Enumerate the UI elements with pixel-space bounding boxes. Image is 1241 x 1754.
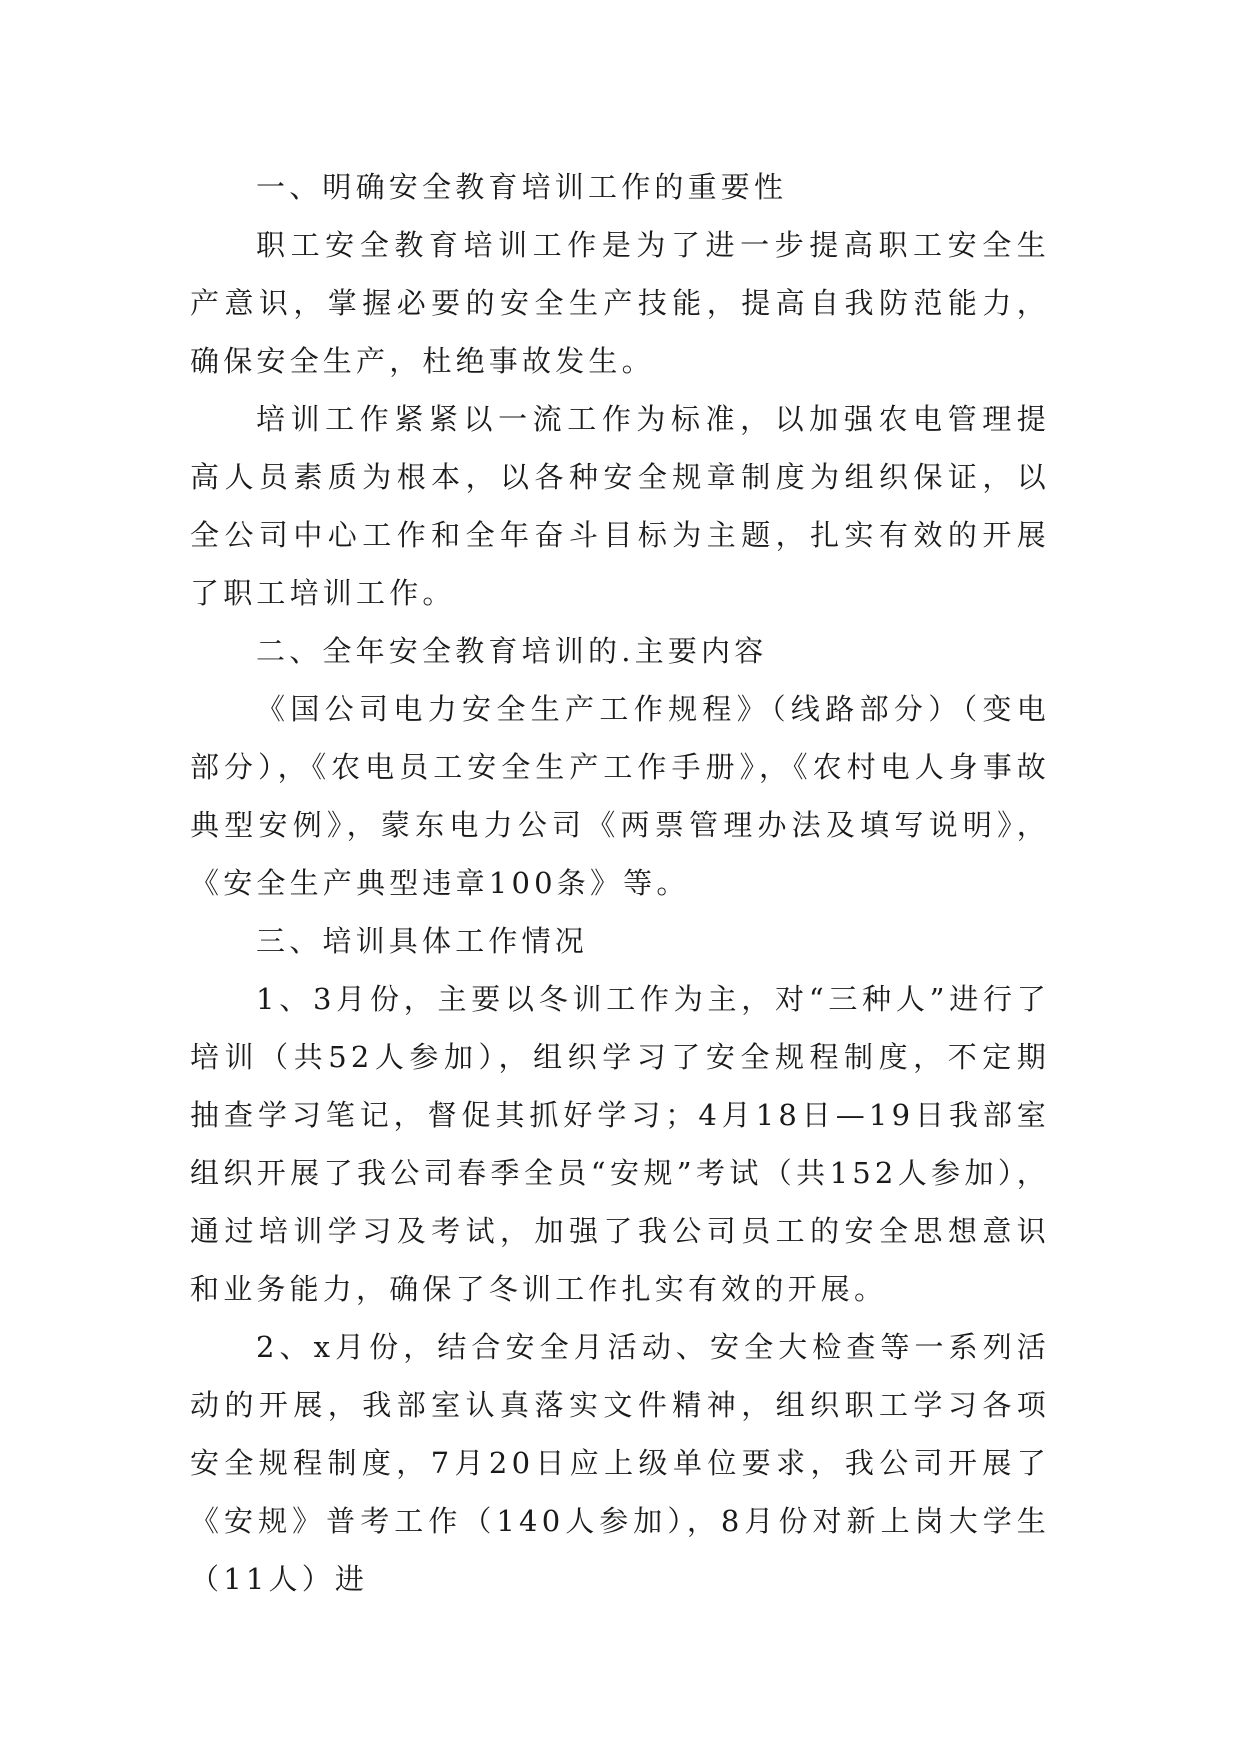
paragraph-item-1: 1、3月份，主要以冬训工作为主，对“三种人”进行了培训（共52人参加），组织学习了安全规程制度，不定期抽查学习笔记，督促其抓好学习；4月18日—19日我部室组织开展了我公司春季全员“安规”考试（共152人参加），通过培训学习及考试，加强了我公司员工的安全思想意识和业务能力，确保了冬训工作扎实有效的开展。 (190, 982, 1050, 1306)
paragraph-materials: 《国公司电力安全生产工作规程》（线路部分）（变电部分），《农电员工安全生产工作手册》，《农村电人身事故典型安例》，蒙东电力公司《两票管理办法及填写说明》，《安全生产典型违章100条》等。 (190, 692, 1050, 900)
paragraph-item-2: 2、x月份，结合安全月活动、安全大检查等一系列活动的开展，我部室认真落实文件精神，组织职工学习各项安全规程制度，7月20日应上级单位要求，我公司开展了《安规》普考工作（140人参加），8月份对新上岗大学生（11人）进 (190, 1330, 1050, 1596)
paragraph-standard: 培训工作紧紧以一流工作为标准，以加强农电管理提高人员素质为根本，以各种安全规章制度为组织保证，以全公司中心工作和全年奋斗目标为主题，扎实有效的开展了职工培训工作。 (190, 402, 1050, 610)
section-heading-1: 一、明确安全教育培训工作的重要性 (256, 170, 788, 204)
section-heading-3: 三、培训具体工作情况 (256, 924, 589, 958)
paragraph-purpose: 职工安全教育培训工作是为了进一步提高职工安全生产意识，掌握必要的安全生产技能，提高自我防范能力，确保安全生产，杜绝事故发生。 (190, 228, 1050, 378)
document-body (190, 158, 1050, 1608)
section-heading-2: 二、全年安全教育培训的.主要内容 (256, 634, 768, 668)
